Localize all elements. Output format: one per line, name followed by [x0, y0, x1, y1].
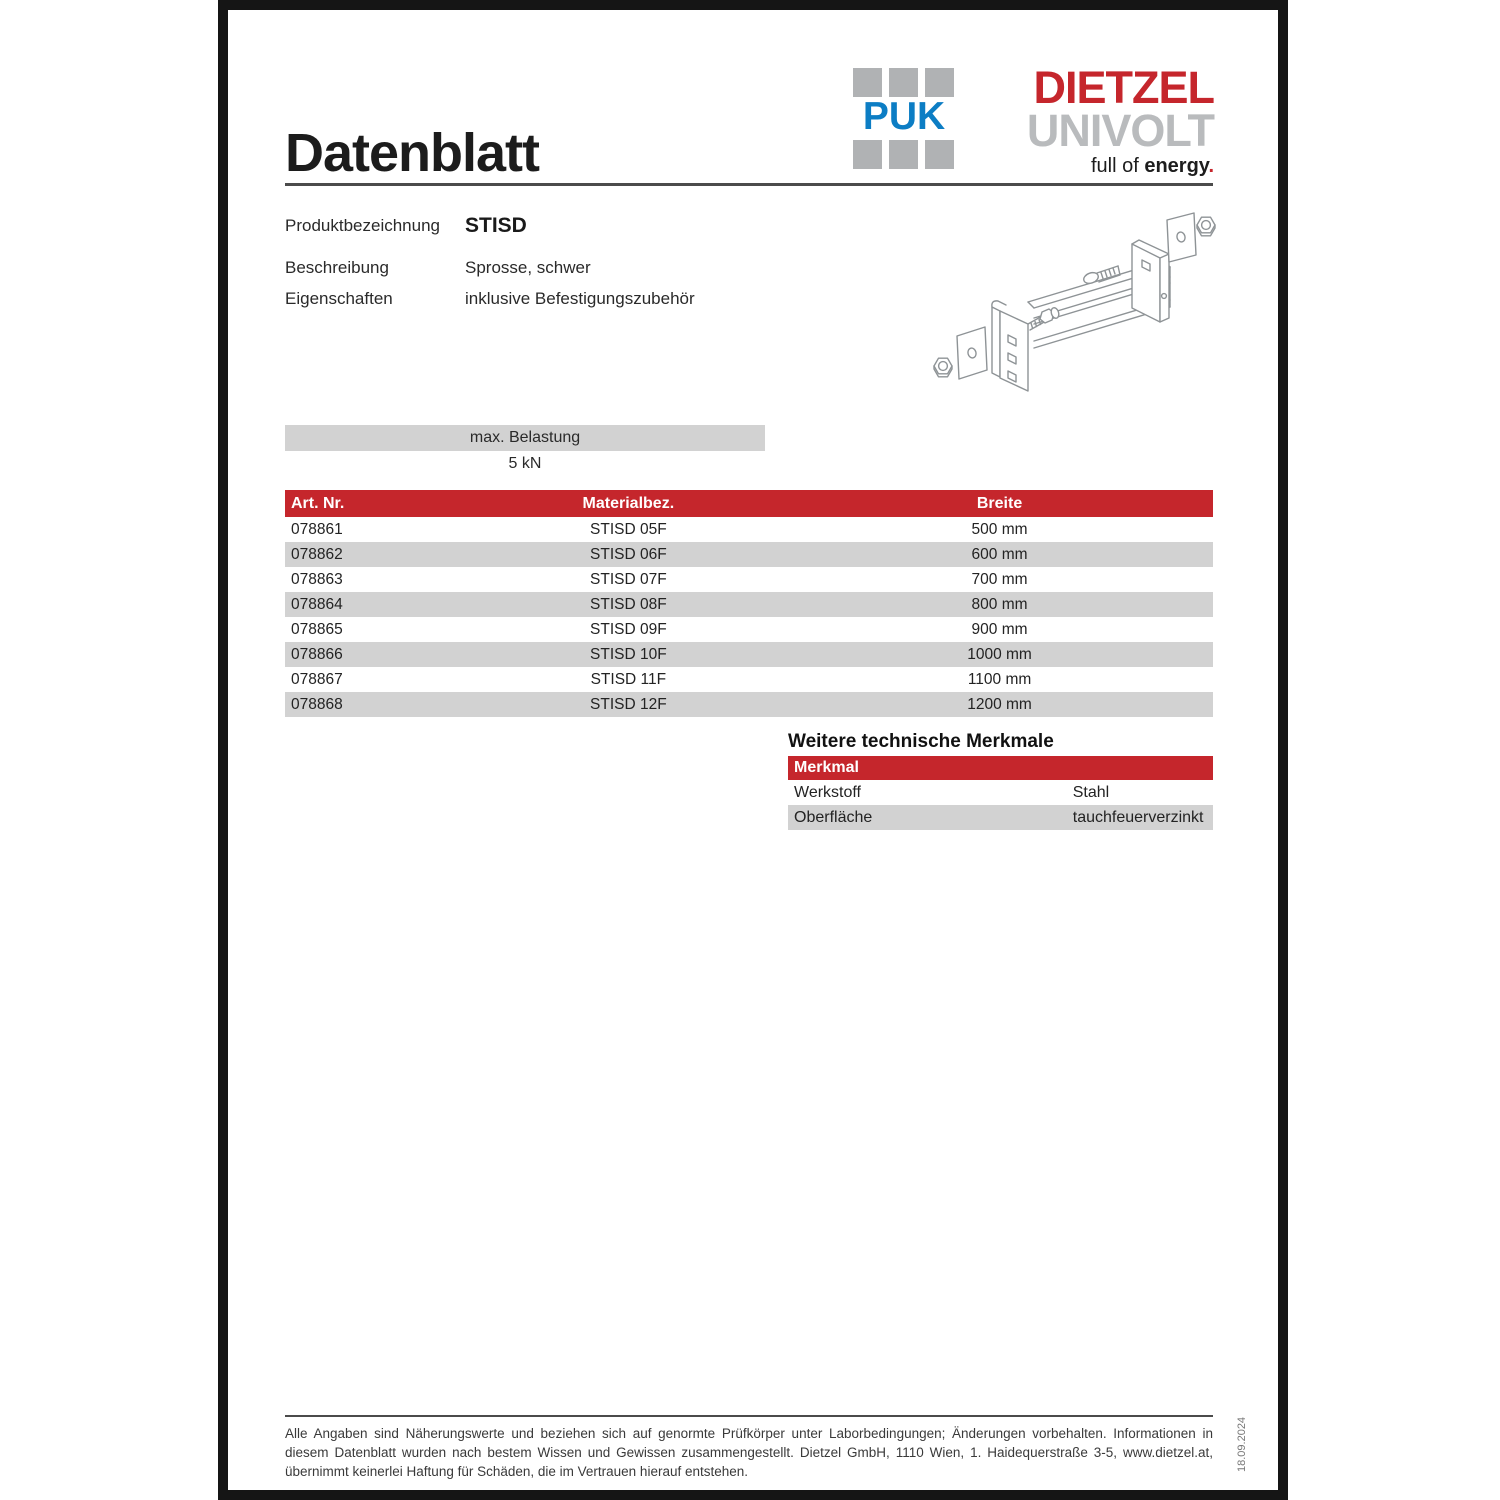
tagline-energy: energy	[1144, 155, 1209, 177]
cell-breite: 800 mm	[971, 596, 1028, 613]
puk-square	[889, 68, 918, 97]
description-label: Beschreibung	[285, 258, 389, 277]
properties-label: Eigenschaften	[285, 289, 393, 308]
cell-art-nr: 078864	[291, 596, 343, 613]
feature-value: tauchfeuerverzinkt	[1072, 809, 1204, 826]
cell-material: STISD 12F	[590, 696, 667, 713]
footer-divider	[285, 1415, 1213, 1417]
feature-label: Werkstoff	[794, 784, 861, 801]
puk-square	[853, 140, 882, 169]
cell-material: STISD 05F	[590, 521, 667, 538]
exploded-assembly-drawing	[928, 200, 1230, 412]
cell-art-nr: 078865	[291, 621, 343, 638]
header-materialbez: Materialbez.	[582, 495, 675, 512]
page-title: Datenblatt	[285, 123, 540, 183]
cell-material: STISD 06F	[590, 546, 667, 563]
table-row	[285, 592, 1213, 617]
puk-square	[889, 140, 918, 169]
puk-square	[853, 68, 882, 97]
description-value: Sprosse, schwer	[465, 258, 591, 277]
cell-material: STISD 09F	[590, 621, 667, 638]
puk-wordmark: PUK	[862, 95, 946, 138]
table-row	[285, 567, 1213, 592]
product-name-row	[285, 216, 985, 238]
table-row	[285, 667, 1213, 692]
tagline-dot: .	[1208, 155, 1214, 177]
header-breite: Breite	[976, 495, 1023, 512]
dietzel-wordmark: DIETZEL	[1033, 62, 1214, 113]
puk-logo-squares-top	[853, 68, 954, 97]
table-row	[285, 692, 1213, 717]
cell-breite: 1200 mm	[967, 696, 1032, 713]
product-name-label: Produktbezeichnung	[285, 216, 441, 235]
features-title: Weitere technische Merkmale	[788, 731, 1054, 752]
dietzel-univolt-logo	[1006, 62, 1214, 178]
puk-logo	[853, 68, 954, 169]
cell-breite: 1000 mm	[967, 646, 1032, 663]
max-load-table	[285, 425, 765, 476]
cell-art-nr: 078863	[291, 571, 343, 588]
puk-square	[925, 68, 954, 97]
feature-label: Oberfläche	[794, 809, 873, 826]
cell-art-nr: 078861	[291, 521, 343, 538]
puk-logo-squares-bottom	[853, 140, 954, 169]
properties-value: inklusive Befestigungszubehör	[465, 289, 695, 308]
max-load-header: max. Belastung	[285, 425, 765, 451]
cell-breite: 900 mm	[971, 621, 1028, 638]
article-table-header	[285, 490, 1213, 517]
feature-value: Stahl	[1072, 784, 1110, 801]
table-row	[285, 642, 1213, 667]
description-row	[285, 258, 985, 278]
table-row	[285, 542, 1213, 567]
table-row	[285, 617, 1213, 642]
cell-material: STISD 11F	[590, 671, 667, 688]
cell-art-nr: 078867	[291, 671, 343, 688]
article-table	[285, 490, 1213, 717]
properties-row	[285, 289, 985, 309]
cell-breite: 500 mm	[971, 521, 1028, 538]
cell-material: STISD 07F	[590, 571, 667, 588]
datasheet-page	[218, 0, 1288, 1500]
cell-breite: 600 mm	[971, 546, 1028, 563]
features-table	[788, 756, 1213, 830]
univolt-wordmark: UNIVOLT	[1026, 105, 1214, 156]
cell-art-nr: 078868	[291, 696, 343, 713]
table-row	[285, 517, 1213, 542]
max-load-value: 5 kN	[508, 455, 542, 472]
tagline-prefix: full of	[1090, 155, 1145, 177]
product-name-value: STISD	[465, 214, 527, 237]
features-header: Merkmal	[788, 756, 1213, 780]
puk-square	[925, 140, 954, 169]
cell-material: STISD 08F	[590, 596, 667, 613]
logo-tagline	[1006, 155, 1214, 178]
feature-row	[788, 780, 1213, 805]
footer-disclaimer: Alle Angaben sind Näherungswerte und beziehen sich auf genormte Prüfkörper unter Laborbedingungen; Änderungen vorbehalten. Informationen in diesem Datenblatt wurden nach bestem Wissen und Gewissen zusammengestellt. Dietzel GmbH, 1110 Wien, 1. Haidequerstraße 3-5, www.dietzel.at, übernimmt keinerlei Haftung für Schäden, die im Vertrauen hierauf entstehen.	[285, 1426, 1213, 1479]
cell-breite: 1100 mm	[967, 671, 1032, 688]
cell-breite: 700 mm	[971, 571, 1028, 588]
feature-row	[788, 805, 1213, 830]
cell-art-nr: 078866	[291, 646, 343, 663]
header-divider	[285, 183, 1213, 186]
header-art-nr: Art. Nr.	[291, 495, 345, 512]
revision-date: 18.09.2024	[1236, 1416, 1248, 1472]
cell-material: STISD 10F	[590, 646, 667, 663]
cell-art-nr: 078862	[291, 546, 343, 563]
